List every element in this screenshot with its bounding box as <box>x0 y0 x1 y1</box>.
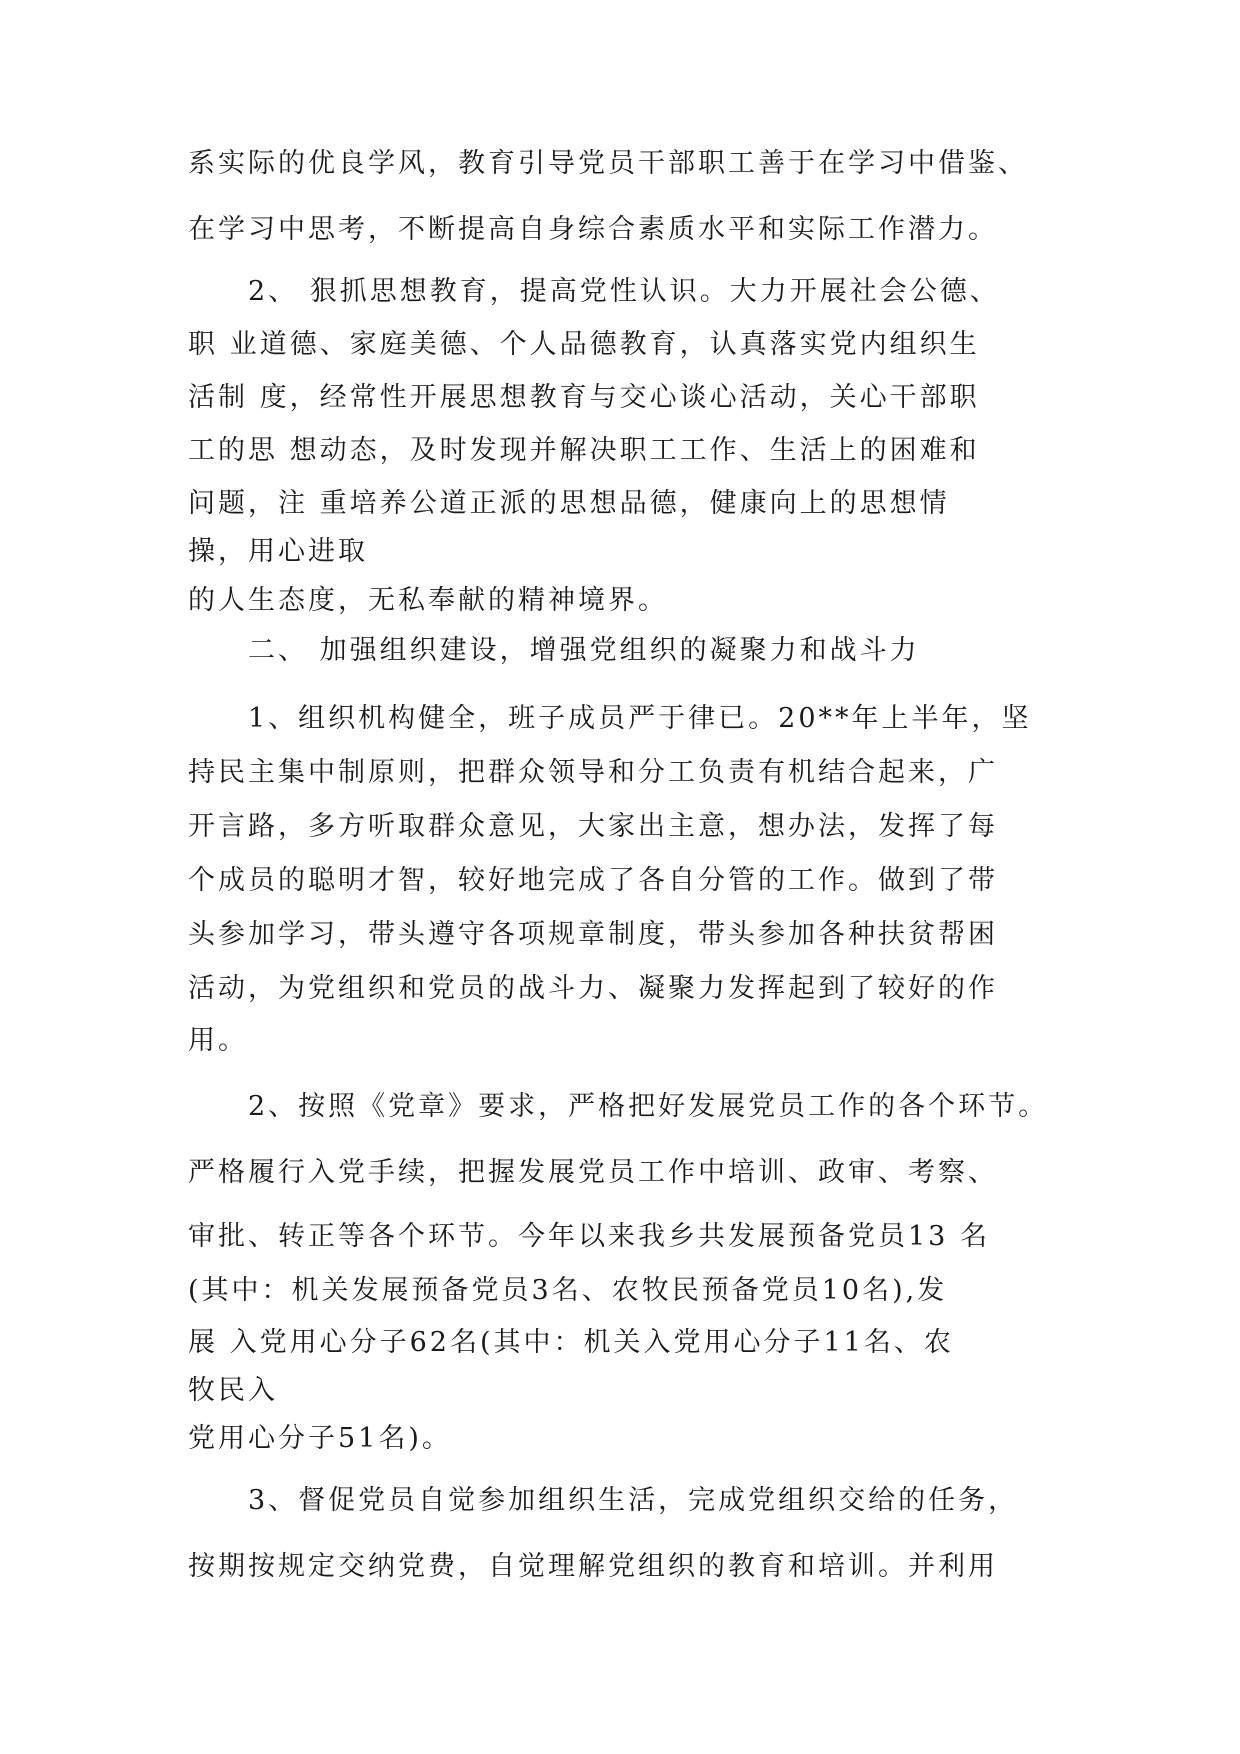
text-line: 2、按照《党章》要求，严格把好发展党员工作的各个环节。 <box>248 1091 1049 1122</box>
section-heading: 二、 加强组织建设，增强党组织的凝聚力和战斗力 <box>248 635 920 666</box>
text-line: 展 入党用心分子62名(其中：机关入党用心分子11名、农 <box>188 1327 954 1358</box>
text-line: 问题，注 重培养公道正派的思想品德，健康向上的思想情 <box>188 488 950 519</box>
text-line: 头参加学习，带头遵守各项规章制度，带头参加各种扶贫帮困 <box>188 919 998 950</box>
text-line: 按期按规定交纳党费，自觉理解党组织的教育和培训。并利用 <box>188 1551 998 1582</box>
text-line: 活制 度，经常性开展思想教育与交心谈心活动，关心干部职 <box>188 382 980 413</box>
text-line: 个成员的聪明才智，较好地完成了各自分管的工作。做到了带 <box>188 865 998 896</box>
text-line: 审批、转正等各个环节。今年以来我乡共发展预备党员13 名 <box>188 1221 990 1252</box>
text-line: 开言路，多方听取群众意见，大家出主意，想办法，发挥了每 <box>188 811 998 842</box>
text-line: 用。 <box>188 1025 248 1056</box>
text-line: 职 业道德、家庭美德、个人品德教育，认真落实党内组织生 <box>188 329 980 360</box>
text-line: 在学习中思考，不断提高自身综合素质水平和实际工作潜力。 <box>188 214 998 245</box>
text-line: 系实际的优良学风，教育引导党员干部职工善于在学习中借鉴、 <box>188 148 1028 179</box>
text-line: 持民主集中制原则，把群众领导和分工负责有机结合起来，广 <box>188 757 998 788</box>
text-line: 工的思 想动态，及时发现并解决职工工作、生活上的困难和 <box>188 435 980 466</box>
text-line: (其中：机关发展预备党员3名、农牧民预备党员10名),发 <box>188 1275 948 1306</box>
text-line: 操，用心进取 <box>188 536 368 567</box>
text-line: 活动，为党组织和党员的战斗力、凝聚力发挥起到了较好的作 <box>188 973 998 1004</box>
text-line: 严格履行入党手续，把握发展党员工作中培训、政审、考察、 <box>188 1157 998 1188</box>
text-line: 的人生态度，无私奉献的精神境界。 <box>188 585 668 616</box>
text-line: 党用心分子51名)。 <box>188 1423 452 1454</box>
text-line: 2、 狠抓思想教育，提高党性认识。大力开展社会公德、 <box>248 276 1000 307</box>
text-line: 3、督促党员自觉参加组织生活，完成党组织交给的任务， <box>248 1485 1019 1516</box>
text-line: 1、组织机构健全，班子成员严于律已。20**年上半年，坚 <box>248 703 1032 734</box>
text-line: 牧民入 <box>188 1375 278 1406</box>
